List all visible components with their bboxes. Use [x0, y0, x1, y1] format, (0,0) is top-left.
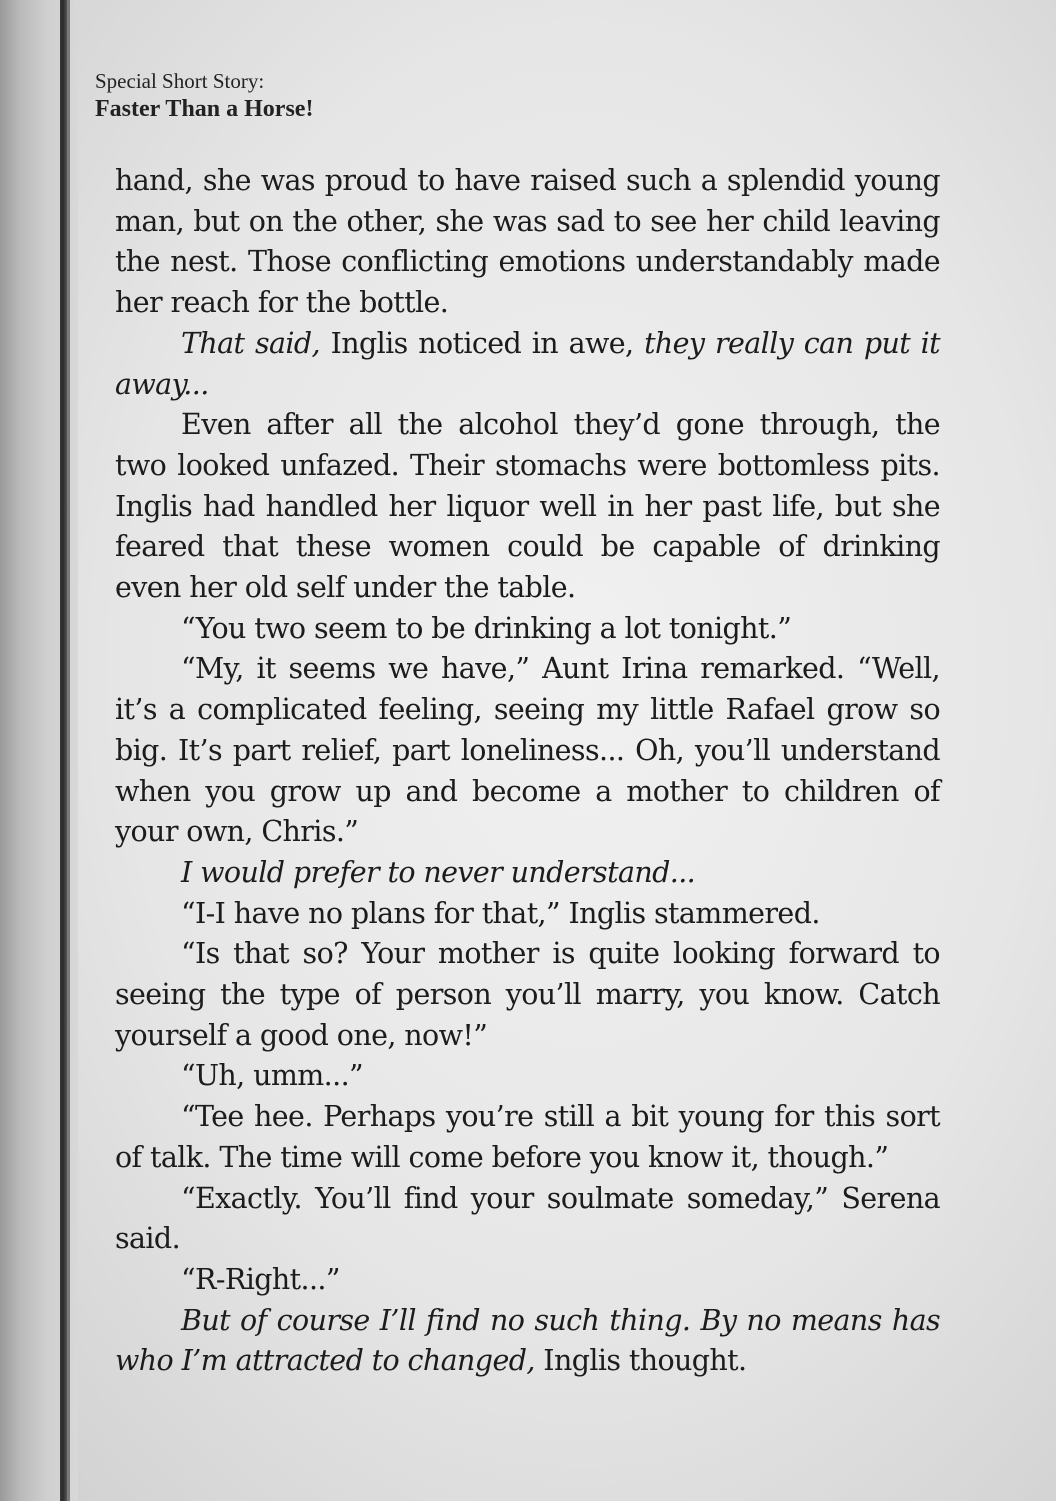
text-span: “R-Right...”	[181, 1262, 340, 1296]
paragraph-10	[115, 1179, 940, 1260]
paragraph-8	[115, 1056, 940, 1097]
italic-span: they really can put it away...	[115, 326, 941, 401]
italic-span: That said,	[181, 326, 321, 360]
italic-span: But of course I’ll find no such thing. By no means has who I’m attracted to changed,	[115, 1303, 940, 1378]
header-subtitle: Special Short Story:	[95, 69, 265, 93]
story-text	[115, 161, 940, 1382]
binding-line	[60, 0, 67, 1501]
paragraph-12	[115, 1301, 940, 1382]
text-span: “Is that so? Your mother is quite looking forward to seeing the type of person you’ll marry, you know. Catch yourself a good one, now!”	[115, 937, 940, 1052]
text-span: hand, she was proud to have raised such a splendid young man, but on the other, she was sad to see her child leaving the nest. Those conflicting emotions understandably made her reach for the bottle.	[115, 164, 940, 320]
paragraph-6	[115, 894, 940, 935]
text-span: “Tee hee. Perhaps you’re still a bit young for this sort of talk. The time will come before you know it, though.”	[115, 1100, 940, 1174]
text-span: “My, it seems we have,” Aunt Irina remarked. “Well, it’s a complicated feeling, seeing my little Rafael grow so big. It’s part relief, part loneliness... Oh, you’ll understand when you grow up and become a mother to children of your own, Chris.”	[115, 652, 940, 849]
header-title: Faster Than a Horse!	[95, 96, 314, 122]
running-header	[95, 68, 313, 124]
text-span: “You two seem to be drinking a lot tonight.”	[181, 611, 792, 645]
paragraph-4	[115, 649, 940, 853]
text-span: “Uh, umm...”	[181, 1059, 364, 1093]
text-span: Even after all the alcohol they’d gone through, the two looked unfazed. Their stomachs were bottomless pits. Inglis had handled her liquor well in her past life, but she feared that these women could be capable of drinking even her old self under the table.	[115, 408, 940, 605]
paragraph-11	[115, 1260, 940, 1301]
text-span: “I-I have no plans for that,” Inglis stammered.	[181, 896, 820, 930]
paragraph-1	[115, 324, 940, 405]
paragraph-9	[115, 1097, 940, 1178]
italic-span: I would prefer to never understand...	[181, 855, 696, 889]
paragraph-5	[115, 853, 940, 894]
binding-edge	[67, 0, 70, 1501]
paragraph-7	[115, 934, 940, 1056]
text-span: Inglis noticed in awe,	[320, 326, 645, 360]
paragraph-2	[115, 405, 940, 609]
text-span: “Exactly. You’ll find your soulmate someday,” Serena said.	[115, 1181, 940, 1256]
paragraph-3	[115, 609, 940, 650]
text-span: Inglis thought.	[534, 1344, 747, 1378]
paragraph-0	[115, 161, 940, 324]
